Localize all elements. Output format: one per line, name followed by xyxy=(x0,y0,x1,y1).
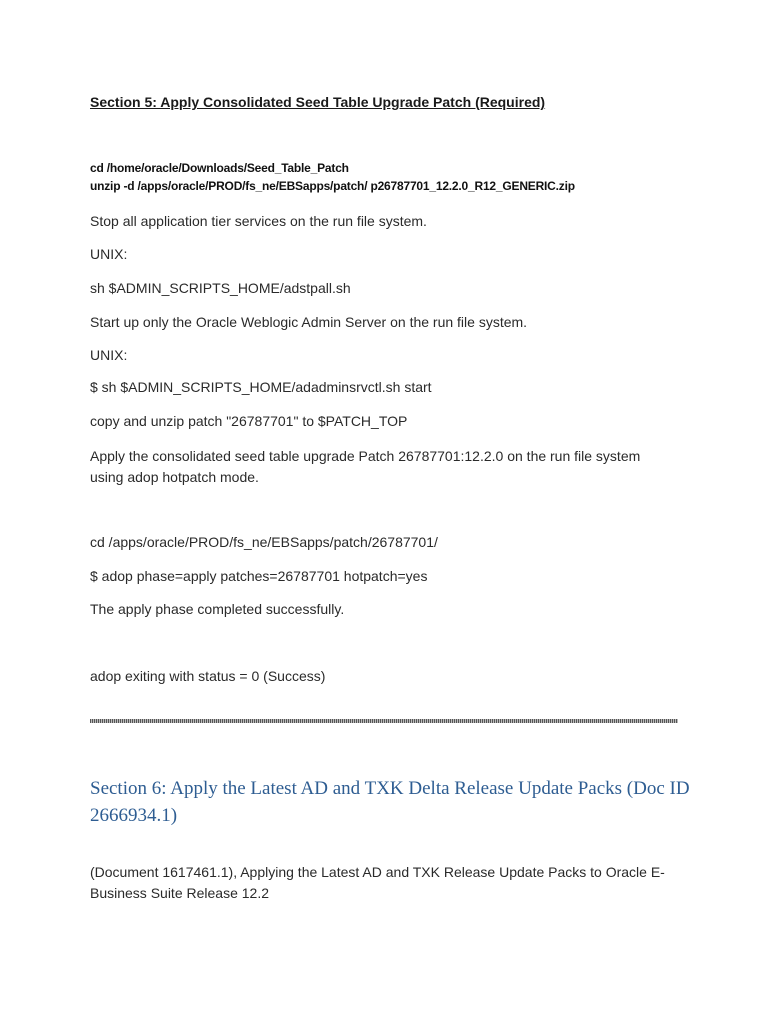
adop-apply-command: $ adop phase=apply patches=26787701 hotpatch=yes xyxy=(90,568,428,584)
section-6-heading: Section 6: Apply the Latest AD and TXK Delta Release Update Packs (Doc ID 2666934.1) xyxy=(90,778,690,826)
apply-phase-complete-text: The apply phase completed successfully. xyxy=(90,601,345,617)
unix-label: UNIX: xyxy=(90,246,128,262)
section-divider xyxy=(90,719,678,723)
apply-patch-description: Apply the consolidated seed table upgrade Patch 26787701:12.2.0 on the run file system using adop hotpatch mode. xyxy=(90,448,641,485)
unix-label: UNIX: xyxy=(90,347,128,363)
section-5-heading: Section 5: Apply Consolidated Seed Table Upgrade Patch (Required) xyxy=(90,94,546,110)
document-reference-text: (Document 1617461.1), Applying the Latest AD and TXK Release Update Packs to Oracle E-Business Suite Release 12.2 xyxy=(90,864,665,901)
adop-exit-status-text: adop exiting with status = 0 (Success) xyxy=(90,668,326,684)
adstpall-command: sh $ADMIN_SCRIPTS_HOME/adstpall.sh xyxy=(90,280,351,296)
adadminsrvctl-command: $ sh $ADMIN_SCRIPTS_HOME/adadminsrvctl.sh start xyxy=(90,379,432,395)
copy-unzip-patch-text: copy and unzip patch "26787701" to $PATCH_TOP xyxy=(90,413,408,429)
unzip-patch-command: unzip -d /apps/oracle/PROD/fs_ne/EBSapps/patch/ p26787701_12.2.0_R12_GENERIC.zip xyxy=(90,179,575,193)
stop-services-text: Stop all application tier services on the run file system. xyxy=(90,213,427,229)
cd-seed-table-command: cd /home/oracle/Downloads/Seed_Table_Patch xyxy=(90,161,349,175)
cd-patch-directory-command: cd /apps/oracle/PROD/fs_ne/EBSapps/patch/26787701/ xyxy=(90,534,438,550)
start-admin-server-text: Start up only the Oracle Weblogic Admin Server on the run file system. xyxy=(90,314,528,330)
